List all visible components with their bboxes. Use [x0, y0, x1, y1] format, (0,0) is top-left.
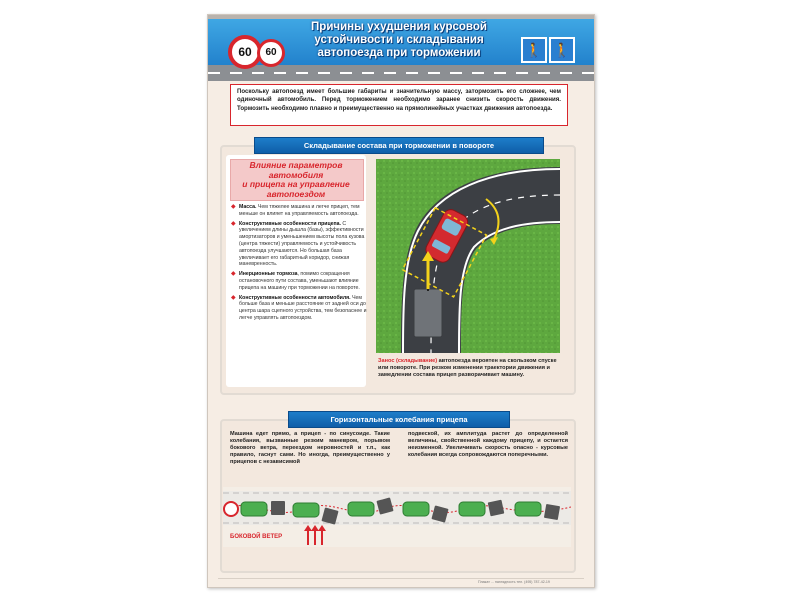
jackknife-illustration: [376, 159, 560, 353]
item-heading: Масса.: [239, 204, 257, 210]
title-line: устойчивости и складывания: [314, 34, 484, 46]
footer-divider: [218, 578, 584, 579]
section-jackknife-banner: Складывание состава при торможении в повороте: [254, 137, 544, 154]
item-heading: Конструктивные особенности прицепа.: [239, 220, 341, 227]
section-sway-banner: Горизонтальные колебания прицепа: [288, 411, 510, 428]
car-trailer-5: [459, 500, 504, 517]
speed-sign-60-small: [224, 502, 238, 516]
bullet-icon: ◆: [231, 204, 236, 210]
list-item: [230, 204, 368, 218]
influence-title-line: и прицепа на управление: [242, 179, 350, 189]
jackknife-road-svg: [376, 159, 560, 353]
influence-title-line: автомобиля: [268, 169, 324, 180]
item-heading: Конструктивные особенности автомобиля.: [239, 294, 351, 301]
item-heading: Инерционные тормоза: [239, 271, 298, 278]
list-item: [230, 271, 368, 291]
bullet-icon: ◆: [231, 271, 236, 278]
caption-highlight: Занос (складывание): [378, 358, 438, 364]
poster: [207, 14, 595, 588]
car-trailer-1: [241, 501, 285, 516]
item-text: Чем больше база и меньше расстояние от задней оси до центра шара сцепного устройства, тем безопаснее и легче управлять автопоездом.: [239, 294, 367, 321]
item-text: С увеличением длины дышла (базы), эффективности амортизаторов и уменьшением высоты пола кузова (центра тяжести) управляемость и устойчивость автопоезда улучшаются. Но большая база увеличивает его габаритный коридор, снижая маневренность.: [239, 220, 365, 268]
influence-title-line: Влияние параметров: [249, 160, 343, 170]
item-text: Чем тяжелее машина и легче прицеп, тем меньше он влияет на управляемость автопоезда.: [239, 204, 360, 217]
sway-text-right: подвеской, их амплитуда растет до определенной величины, свойственной каждому прицепу, и остается неизменной. Увеличивать скорость опасно - курсовые колебания всегда сопровождаются поперечными.: [408, 431, 568, 458]
influence-list: [230, 204, 368, 325]
speed-limit-sign-icon: 60: [228, 35, 262, 69]
speed-limit-sign-icon: 60: [257, 39, 285, 67]
title-line: автопоезда при торможении: [317, 47, 481, 59]
jackknife-caption: [378, 358, 564, 380]
bullet-icon: ◆: [231, 220, 236, 227]
list-item: [230, 221, 368, 269]
sway-text-left: Машина едет прямо, а прицеп - по синусоиде. Такие колебания, вызванные резким маневром, порывом бокового ветра, переездом неровностей и т.п., как правило, гаснут сами. Но иногда, преимущественно у прицепов с независимой: [230, 431, 390, 465]
poster-title: [284, 21, 514, 60]
item-text: , помимо сокращения остановочного пути состава, уменьшают влияние прицепа на машину при торможении на повороте.: [239, 271, 360, 291]
crosswind-label: БОКОВОЙ ВЕТЕР: [230, 534, 283, 540]
influence-title: [230, 161, 362, 199]
intro-text: Поскольку автопоезд имеет большие габариты и значительную массу, затормозить его сложнее, чем одиночный автомобиль. Перед торможением необходимо заранее снизить скорость движения. Тормозить необходимо плавно и преимущественно на прямолинейных участках движения автопоезда.: [230, 84, 568, 126]
caption-text: автопоезда вероятен на скользком спуске или повороте. При резком изменении траектории движения и замедлении состава прицеп разворачивает машину.: [378, 358, 557, 379]
bullet-icon: ◆: [231, 294, 236, 301]
influence-title-line: автопоездом: [266, 188, 326, 199]
pedestrian-crossing-sign-icon: 🚶: [549, 37, 575, 63]
footer-text: Плакат ... наглядность тел. (495) 787-42-19: [478, 580, 550, 584]
wind-arrows-icon: [304, 525, 326, 545]
pedestrian-crossing-sign-icon: 🚶: [521, 37, 547, 63]
title-line: Причины ухудшения курсовой: [311, 21, 487, 33]
list-item: [230, 295, 368, 322]
header-road-marking: [208, 72, 594, 74]
